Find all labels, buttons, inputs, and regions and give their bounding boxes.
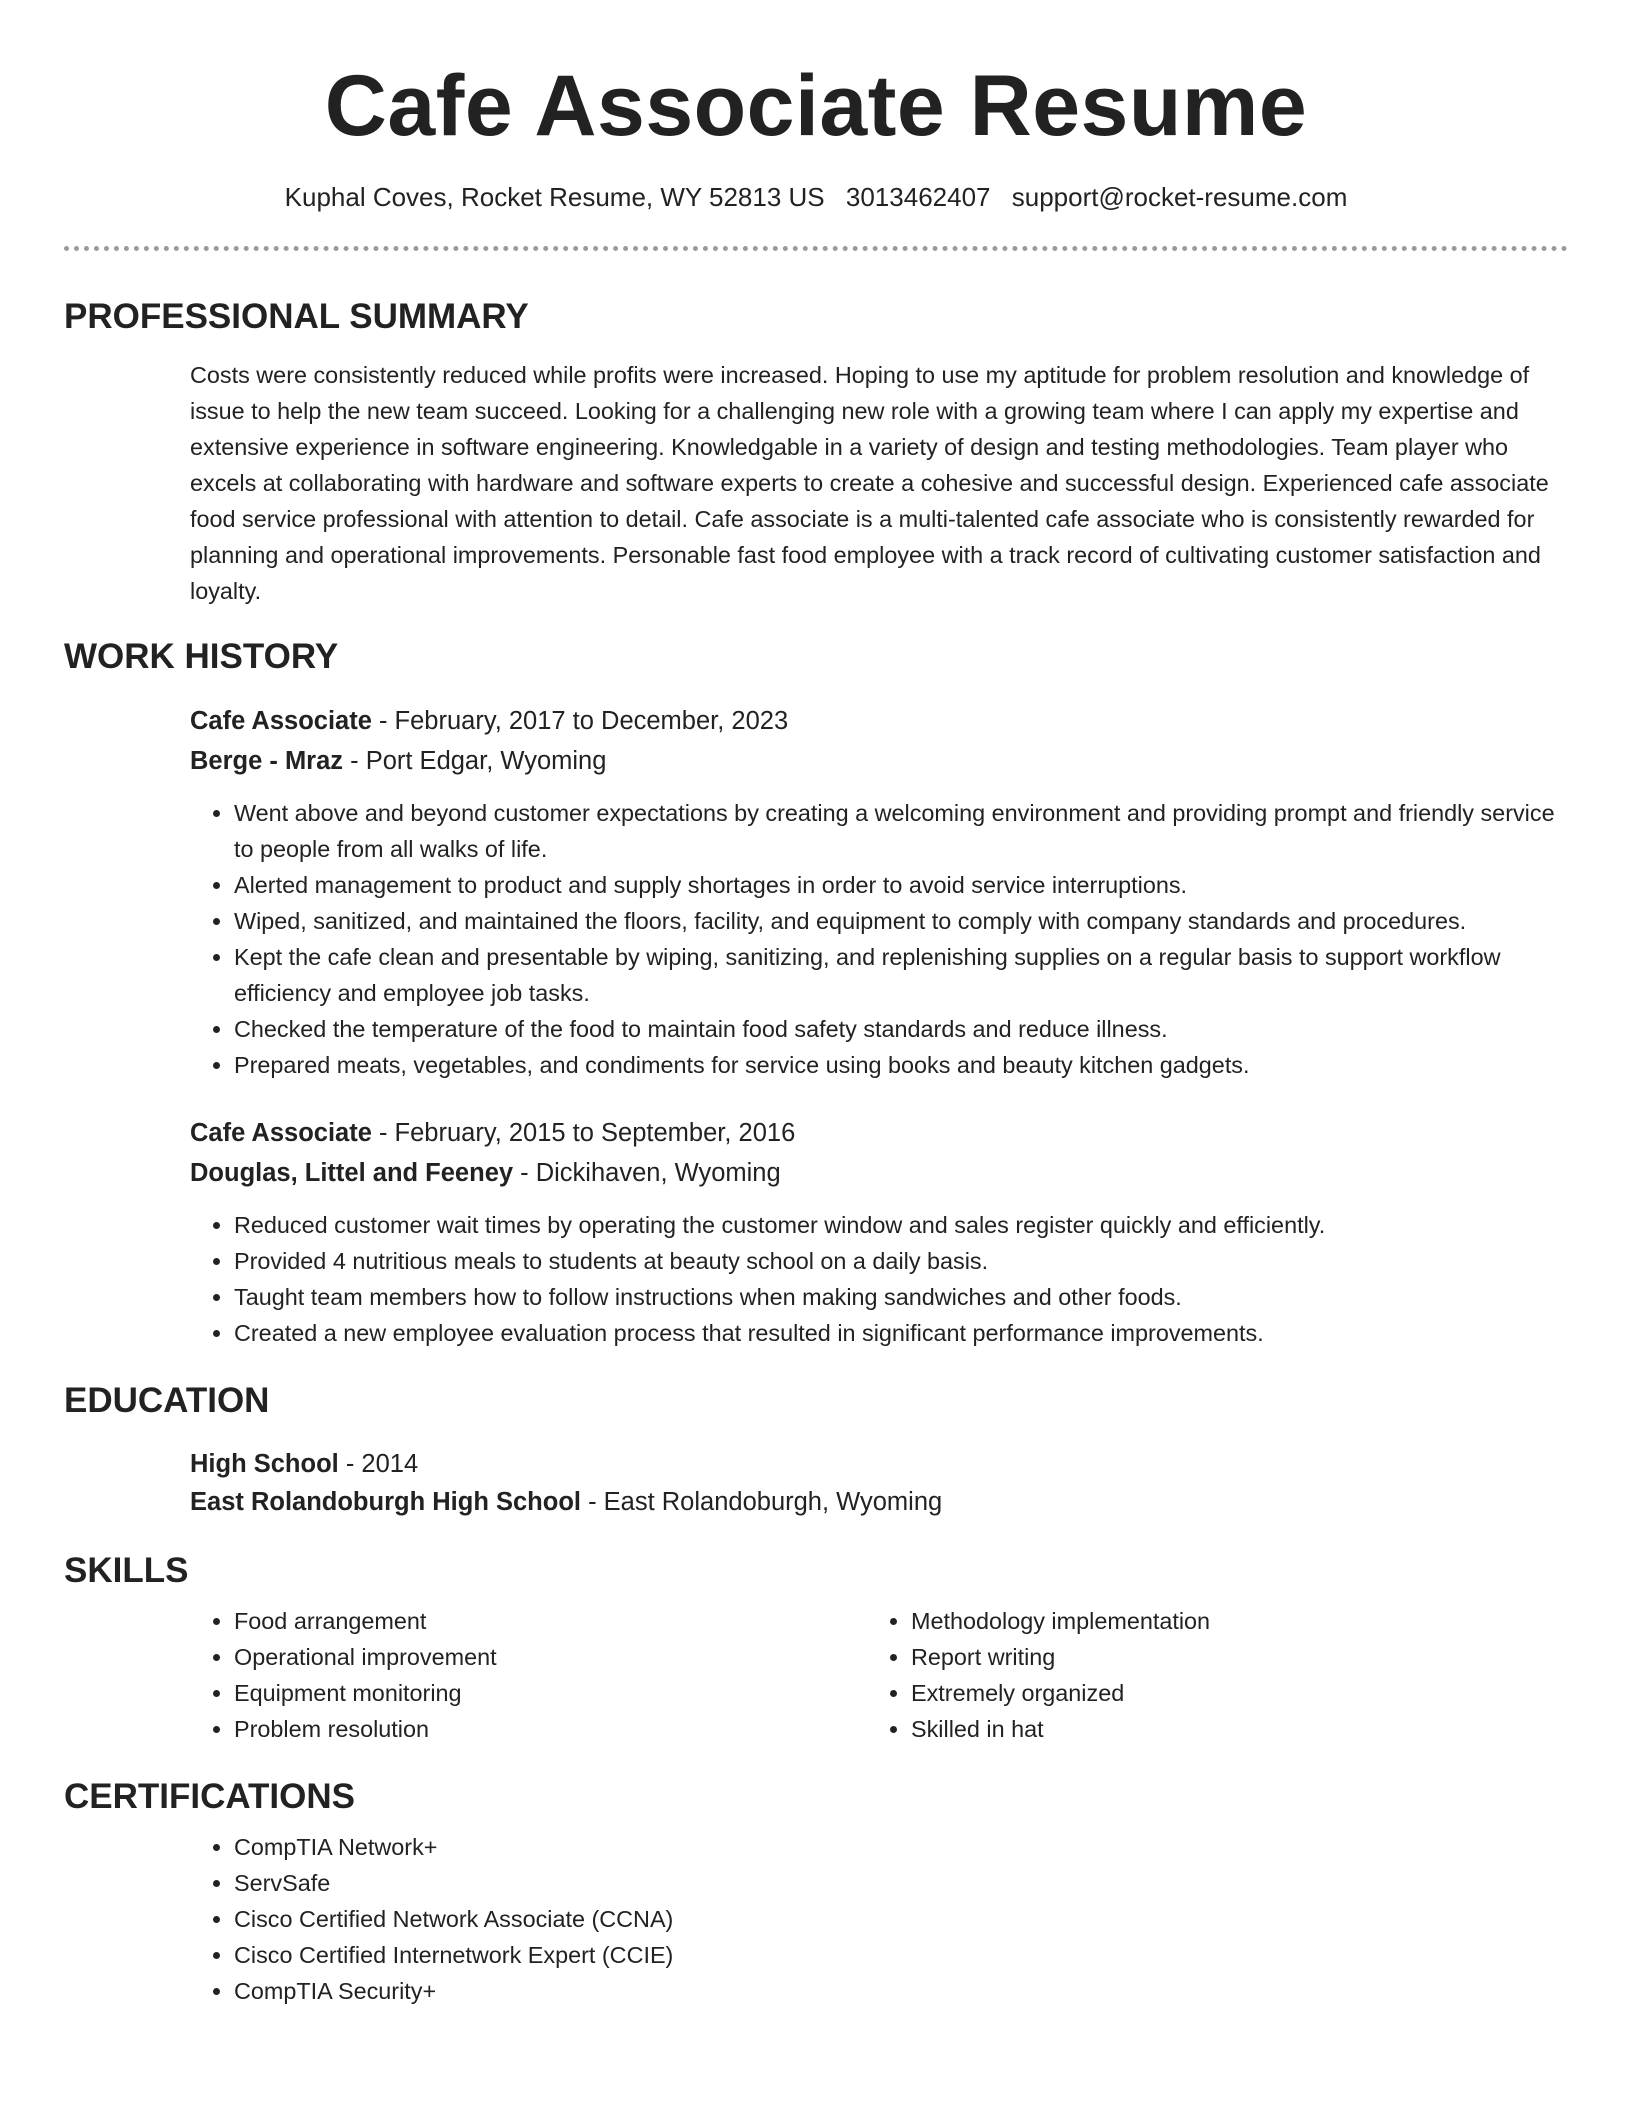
job-bullets	[190, 795, 1568, 1083]
job-employer: Douglas, Littel and Feeney	[190, 1159, 514, 1187]
skills-column-left	[190, 1603, 867, 1747]
resume-title: Cafe Associate Resume	[324, 58, 1308, 154]
job-location: - Dickihaven, Wyoming	[513, 1159, 781, 1187]
summary-heading: PROFESSIONAL SUMMARY	[64, 297, 529, 336]
certifications-heading: CERTIFICATIONS	[64, 1777, 356, 1816]
job-employer-line	[190, 741, 1568, 781]
certification-item: • Cisco Certified Network Associate (CCNA)	[234, 1901, 1568, 1937]
skills-column-right	[867, 1603, 1544, 1747]
education-degree: High School	[190, 1450, 339, 1478]
summary-section	[190, 357, 1568, 609]
education-school-line	[190, 1483, 1568, 1521]
skills-section	[190, 1603, 1568, 1747]
job-employer: Berge - Mraz	[190, 747, 344, 775]
skill-item: • Operational improvement	[234, 1639, 867, 1675]
job-bullet: • Went above and beyond customer expectations by creating a welcoming environment and providing prompt and friendly service to people from all walks of life.	[234, 795, 1568, 867]
job-location: - Port Edgar, Wyoming	[343, 747, 607, 775]
job-title: Cafe Associate	[190, 1119, 372, 1147]
skill-item: • Problem resolution	[234, 1711, 867, 1747]
contact-address: Kuphal Coves, Rocket Resume, WY 52813 US	[284, 182, 825, 212]
job-dates: - February, 2017 to December, 2023	[371, 707, 789, 735]
job-bullet: • Wiped, sanitized, and maintained the floors, facility, and equipment to comply with company standards and procedures.	[234, 903, 1568, 939]
education-section	[190, 1445, 1568, 1521]
education-school: East Rolandoburgh High School	[190, 1488, 581, 1516]
job-title-line	[190, 1113, 1568, 1153]
job-dates: - February, 2015 to September, 2016	[371, 1119, 796, 1147]
job-bullet: • Kept the cafe clean and presentable by wiping, sanitizing, and replenishing supplies on a regular basis to support workflow efficiency and employee job tasks.	[234, 939, 1568, 1011]
work-history-section	[190, 701, 1568, 1351]
job-bullet: • Provided 4 nutritious meals to students at beauty school on a daily basis.	[234, 1243, 1568, 1279]
certifications-section	[190, 1829, 1568, 2009]
education-heading: EDUCATION	[64, 1381, 270, 1420]
job-bullet: • Alerted management to product and supply shortages in order to avoid service interruptions.	[234, 867, 1568, 903]
job-bullet: • Taught team members how to follow instructions when making sandwiches and other foods.	[234, 1279, 1568, 1315]
job-title-line	[190, 701, 1568, 741]
skills-grid	[190, 1603, 1568, 1747]
education-year: - 2014	[338, 1450, 419, 1478]
certification-item: • ServSafe	[234, 1865, 1568, 1901]
education-degree-line	[190, 1445, 1568, 1483]
job-entry	[190, 701, 1568, 1083]
header-divider	[64, 246, 1568, 251]
certification-item: • Cisco Certified Internetwork Expert (CCIE)	[234, 1937, 1568, 1973]
certifications-list	[190, 1829, 1568, 2009]
job-employer-line	[190, 1153, 1568, 1193]
job-bullets	[190, 1207, 1568, 1351]
job-bullet: • Created a new employee evaluation process that resulted in significant performance improvements.	[234, 1315, 1568, 1351]
education-location: - East Rolandoburgh, Wyoming	[581, 1488, 943, 1516]
work-history-heading: WORK HISTORY	[64, 637, 339, 676]
job-entry	[190, 1113, 1568, 1351]
skill-item: • Equipment monitoring	[234, 1675, 867, 1711]
skill-item: • Skilled in hat	[911, 1711, 1544, 1747]
skill-item: • Report writing	[911, 1639, 1544, 1675]
contact-email: support@rocket-resume.com	[1011, 182, 1348, 212]
skill-item: • Food arrangement	[234, 1603, 867, 1639]
contact-line	[64, 180, 1568, 214]
certification-item: • CompTIA Security+	[234, 1973, 1568, 2009]
job-bullet: • Prepared meats, vegetables, and condiments for service using books and beauty kitchen gadgets.	[234, 1047, 1568, 1083]
job-title: Cafe Associate	[190, 707, 372, 735]
skill-item: • Methodology implementation	[911, 1603, 1544, 1639]
skill-item: • Extremely organized	[911, 1675, 1544, 1711]
contact-phone: 3013462407	[845, 182, 991, 212]
job-bullet: • Reduced customer wait times by operating the customer window and sales register quickly and efficiently.	[234, 1207, 1568, 1243]
job-bullet: • Checked the temperature of the food to maintain food safety standards and reduce illness.	[234, 1011, 1568, 1047]
skills-heading: SKILLS	[64, 1551, 189, 1590]
certification-item: • CompTIA Network+	[234, 1829, 1568, 1865]
summary-text: Costs were consistently reduced while profits were increased. Hoping to use my aptitude for problem resolution and knowledge of issue to help the new team succeed. Looking for a challenging new role with a growing team where I can apply my expertise and extensive experience in software engineering. Knowledgable in a variety of design and testing methodologies. Team player who excels at collaborating with hardware and software experts to create a cohesive and successful design. Experienced cafe associate food service professional with attention to detail. Cafe associate is a multi-talented cafe associate who is consistently rewarded for planning and operational improvements. Personable fast food employee with a track record of cultivating customer satisfaction and loyalty.	[190, 362, 1549, 604]
